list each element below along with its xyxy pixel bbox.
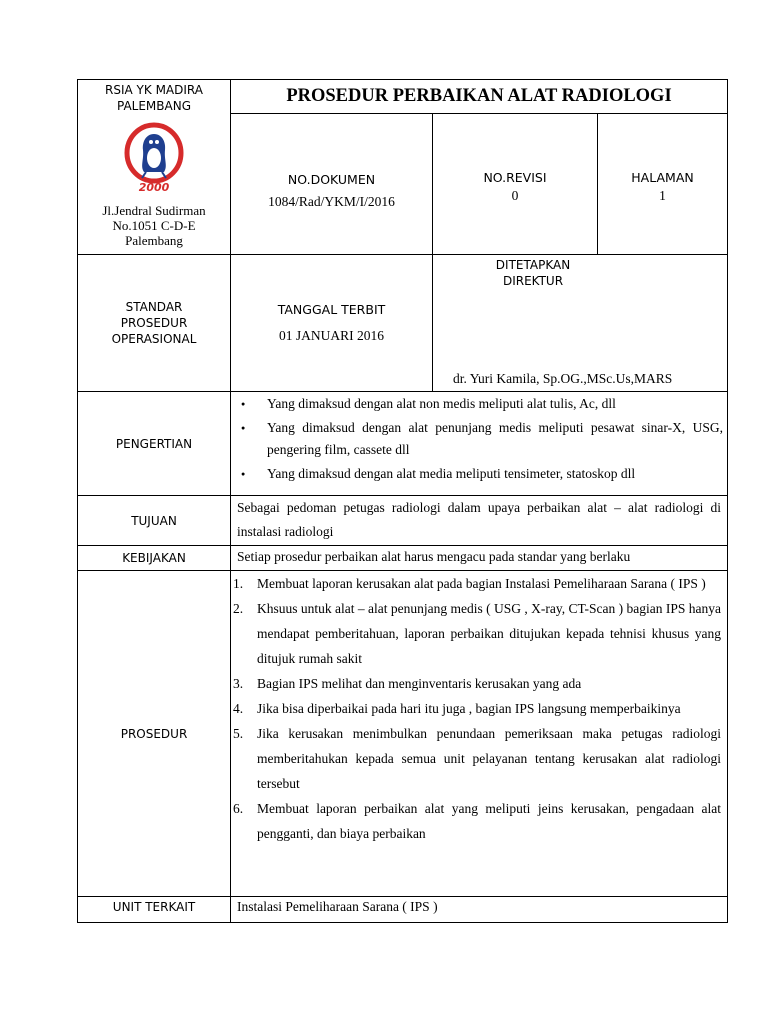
step-number: 6. — [233, 801, 244, 816]
logo-year: 2000 — [138, 181, 170, 194]
step-text: Bagian IPS melihat dan menginventaris kerusakan yang ada — [257, 676, 582, 691]
step-number: 5. — [233, 726, 244, 741]
step-text: Khsuus untuk alat – alat penunjang medis ( USG , X-ray, CT-Scan ) bagian IPS hanya mendapat pemberitahuan, laporan perbaikan ditujukan kepada tehnisi khusus yang ditujuk rumah sakit — [257, 601, 722, 666]
issue-date-cell — [231, 255, 433, 392]
prosedur-label: PROSEDUR — [78, 571, 231, 897]
revision-value: 0 — [511, 188, 519, 204]
unit-terkait-text: Instalasi Pemeliharaan Sarana ( IPS ) — [231, 897, 728, 923]
page-label: HALAMAN — [631, 170, 694, 186]
sop-standard-line3: OPERASIONAL — [111, 332, 197, 346]
director-name: dr. Yuri Kamila, Sp.OG.,MSc.Us,MARS — [453, 371, 673, 386]
pengertian-item: ● Yang dimaksud dengan alat non medis meliputi alat tulis, Ac, dll — [239, 393, 723, 415]
prosedur-step — [233, 571, 721, 596]
page-cell — [598, 114, 728, 255]
doc-number-label: NO.DOKUMEN — [287, 172, 376, 188]
tujuan-text: Sebagai pedoman petugas radiologi dalam upaya perbaikan alat – alat radiologi di instalasi radiologi — [231, 496, 728, 546]
issue-date-label: TANGGAL TERBIT — [277, 302, 386, 317]
hospital-name-line2: PALEMBANG — [116, 99, 191, 113]
prosedur-step — [233, 596, 721, 671]
step-number: 2. — [233, 601, 244, 616]
step-text: Jika bisa diperbaikai pada hari itu juga , bagian IPS langsung memperbaikinya — [257, 701, 681, 716]
revision-cell — [433, 114, 598, 255]
sop-standard-line1: STANDAR — [125, 300, 183, 314]
step-number: 4. — [233, 701, 244, 716]
unit-terkait-label: UNIT TERKAIT — [78, 897, 231, 923]
prosedur-step — [233, 796, 721, 846]
pengertian-item: ● Yang dimaksud dengan alat media meliputi tensimeter, statoskop dll — [239, 463, 723, 485]
doc-number-value: 1084/Rad/YKM/I/2016 — [268, 194, 395, 210]
hospital-name-line1: RSIA YK MADIRA — [105, 83, 203, 97]
doc-number-cell — [231, 114, 433, 255]
address-line3: Palembang — [125, 233, 183, 248]
prosedur-content — [231, 571, 728, 897]
kebijakan-text: Setiap prosedur perbaikan alat harus mengacu pada standar yang berlaku — [231, 546, 728, 571]
pengertian-item: ● Yang dimaksud dengan alat penunjang medis meliputi pesawat sinar-X, USG, pengering film, cassete dll — [239, 417, 723, 461]
hospital-cell — [78, 80, 231, 255]
step-number: 3. — [233, 676, 244, 691]
address-line2: No.1051 C-D-E — [112, 218, 196, 233]
revision-label: NO.REVISI — [483, 170, 547, 186]
prosedur-step — [233, 721, 721, 796]
pengertian-label: PENGERTIAN — [78, 392, 231, 496]
tujuan-label: TUJUAN — [78, 496, 231, 546]
kebijakan-label: KEBIJAKAN — [78, 546, 231, 571]
step-text: Membuat laporan perbaikan alat yang meliputi jeins kerusakan, pengadaan alat pengganti, dan biaya perbaikan — [257, 801, 722, 841]
hospital-logo-icon — [124, 122, 184, 194]
approval-line2: DIREKTUR — [502, 274, 564, 288]
sop-standard-line2: PROSEDUR — [120, 316, 188, 330]
issue-date-value: 01 JANUARI 2016 — [278, 328, 384, 343]
address-line1: Jl.Jendral Sudirman — [102, 203, 206, 218]
page-value: 1 — [659, 188, 666, 204]
step-number: 1. — [233, 576, 244, 591]
pengertian-content — [231, 392, 728, 496]
prosedur-step — [233, 696, 721, 721]
prosedur-step — [233, 671, 721, 696]
step-text: Membuat laporan kerusakan alat pada bagian Instalasi Pemeliharaan Sarana ( IPS ) — [257, 576, 706, 591]
approval-cell — [433, 255, 728, 392]
step-text: Jika kerusakan menimbulkan penundaan pemeriksaan maka petugas radiologi memberitahukan kepada semua unit pelayanan tentang kerusakan alat radiologi tersebut — [257, 726, 722, 791]
approval-line1: DITETAPKAN — [495, 258, 571, 272]
sop-standard-cell — [78, 255, 231, 392]
document-title: PROSEDUR PERBAIKAN ALAT RADIOLOGI — [231, 80, 728, 114]
sop-table — [77, 79, 728, 923]
